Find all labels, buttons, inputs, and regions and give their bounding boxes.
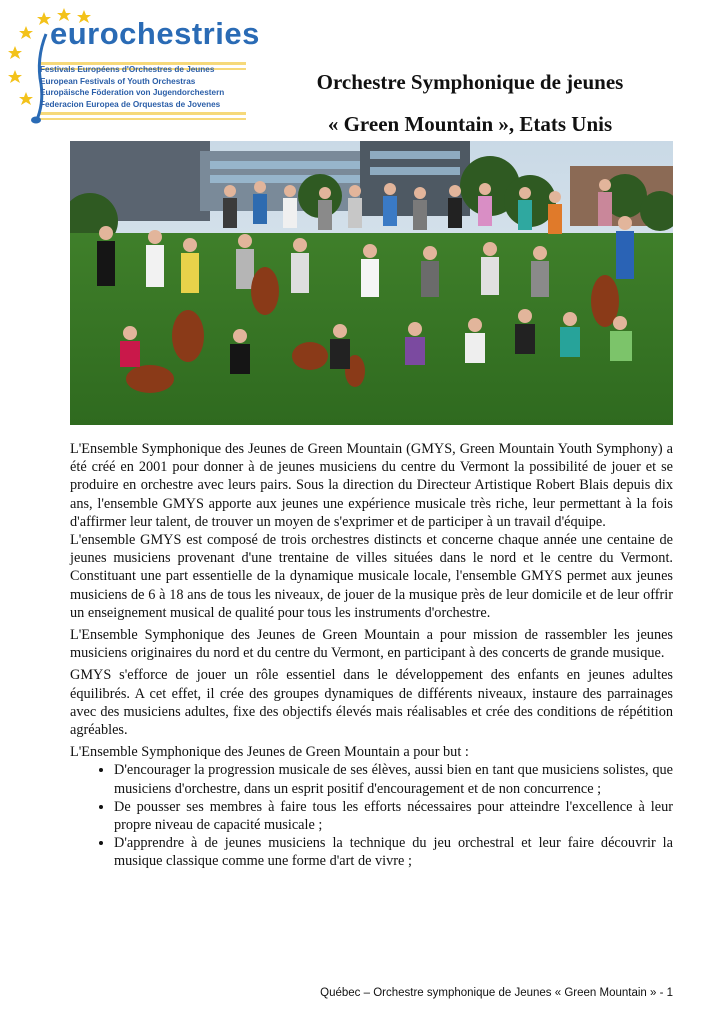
goals-list bbox=[70, 761, 673, 870]
list-item: • D'encourager la progression musicale de ses élèves, aussi bien en tant que musiciens solistes, que musiciens d'orchestre, dans un esprit positif d'encouragement et de non concurrence ; bbox=[114, 761, 673, 797]
page-title-line2: « Green Mountain », Etats Unis bbox=[327, 112, 613, 136]
paragraph: L'Ensemble Symphonique des Jeunes de Green Mountain a pour mission de rassembler les jeunes musiciens originaires du nord et du centre du Vermont, en participant à des concerts de grande musique. bbox=[70, 627, 673, 662]
group-photo bbox=[70, 141, 673, 425]
list-item: • D'apprendre à de jeunes musiciens la technique du jeu orchestral et leur faire découvrir la musique classique comme une forme d'art de vivre ; bbox=[114, 834, 673, 870]
list-item: • De pousser ses membres à faire tous les efforts nécessaires pour atteindre l'excellence à leur propre niveau de capacité musicale ; bbox=[114, 798, 673, 834]
paragraph: L'ensemble GMYS est composé de trois orchestres distincts et concerne chaque année une centaine de jeunes musiciens provenant d'une trentaine de villes situées dans le nord et le centre du Vermont. Constituant une part essentielle de la dynamique musicale locale, l'ensemble GMYS permet aux jeunes musiciens de 6 à 18 ans de tous les niveaux, de jouer de la musique près de leur domicile et de leur offrir un enseignement musical de qualité pour tous les instruments d'orchestre. bbox=[70, 532, 673, 621]
paragraph: L'Ensemble Symphonique des Jeunes de Green Mountain a pour but : bbox=[70, 744, 469, 761]
page-title-line1: Orchestre Symphonique de jeunes bbox=[316, 70, 624, 94]
article-body bbox=[70, 440, 673, 871]
logo-line: European Festivals of Youth Orchestras bbox=[40, 76, 196, 86]
paragraph: L'Ensemble Symphonique des Jeunes de Green Mountain (GMYS, Green Mountain Youth Symphony) a été créé en 2001 pour donner à de jeunes musiciens du centre du Vermont la possibilité de jouer et se produire en orchestre avec leurs pairs. Sous la direction du Directeur Artistique Robert Blais depuis dix ans, l'ensemble GMYS apporte aux jeunes une expérience musicale très riche, leur permettant à la fois d'affirmer leur talent, de trouver un moyen de s'exprimer et de participer à un travail d'équipe. bbox=[70, 441, 673, 530]
logo-line: Europäische Föderation von Jugendorchestern bbox=[40, 88, 225, 97]
group-photo-icon bbox=[70, 141, 673, 425]
logo-line: Festivals Européens d'Orchestres de Jeunes bbox=[40, 65, 215, 74]
page-footer: Québec – Orchestre symphonique de Jeunes « Green Mountain » - 1 bbox=[320, 987, 673, 999]
logo-wordmark: eurochestries bbox=[50, 16, 260, 51]
paragraph: GMYS s'efforce de jouer un rôle essentiel dans le développement des enfants en jeunes adultes équilibrés. A cet effet, il crée des groupes dynamiques de différents niveaux, instaure des parrainages avec des musiciens adultes, fixe des objectifs élevés mais réalisables et crée des conditions de répétition agréables. bbox=[70, 667, 673, 739]
logo-line: Federacion Europea de Orquestas de Jovenes bbox=[40, 99, 221, 109]
logo-taglines bbox=[40, 64, 224, 110]
eurochestries-logo bbox=[6, 4, 260, 126]
